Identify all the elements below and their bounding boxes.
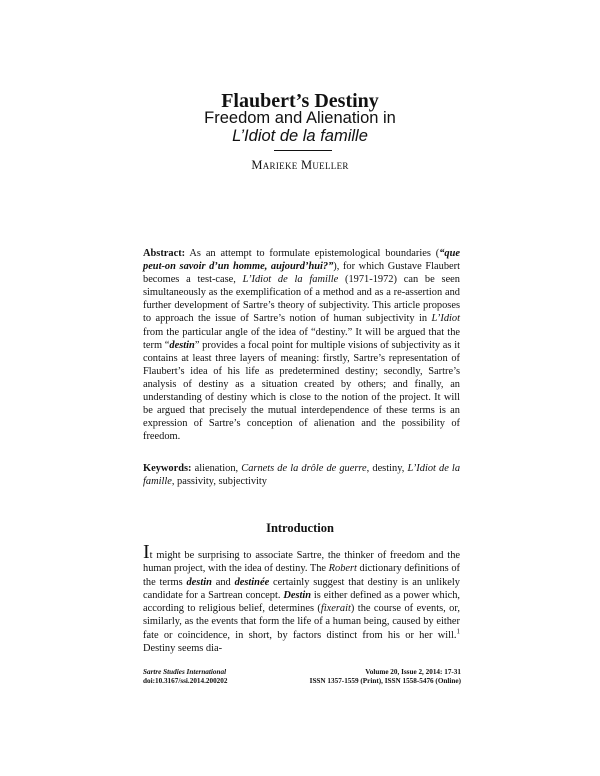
keyword-work: L’Idiot de la famille bbox=[143, 463, 461, 488]
abstract-text: from the particular angle of the idea of “destiny.” It will be argued that the term “ bbox=[143, 326, 460, 351]
article-title: Flaubert’s Destiny bbox=[221, 90, 379, 112]
keywords-paragraph bbox=[143, 462, 460, 488]
abstract-work-title-short: L’Idiot bbox=[431, 313, 460, 325]
article-subtitle: Freedom and Alienation in bbox=[204, 109, 396, 127]
abstract-text: (1971-1972) can be seen simultaneously as the exemplification of a method and as a re-assertion and further development of Sartre’s theory of subjectivity. This article proposes to approach the issue of Sartre’s notion of human subjectivity in bbox=[143, 274, 460, 325]
introduction-paragraph bbox=[143, 541, 461, 655]
abstract-text: As an attempt to formulate epistemological boundaries ( bbox=[185, 248, 440, 259]
body-italic: Robert bbox=[328, 563, 357, 575]
section-heading-introduction: Introduction bbox=[266, 521, 334, 535]
body-term: destinée bbox=[234, 576, 270, 588]
footnote-marker[interactable]: 1 bbox=[456, 627, 460, 636]
abstract-term: destin bbox=[169, 339, 195, 351]
issn: ISSN 1357-1559 (Print), ISSN 1558-5476 (Online) bbox=[309, 677, 461, 685]
keywords-text: , destiny, bbox=[366, 463, 408, 474]
abstract-text: ” provides a focal point for multiple visions of subjectivity as it contains at least three layers of meaning: firstly, Sartre’s representation of Flaubert’s idea of his life as predetermined destiny; secondly, Sartre’s analysis of destiny as a situation created by others; and finally, an understanding of destiny which is close to the notion of the project. It will be argued that precisely the mutual interdependence of these terms is an expression of Sartre’s conception of alienation and the possibility of freedom. bbox=[143, 339, 460, 443]
keywords-text: alienation, bbox=[191, 463, 242, 474]
author-name: Marieke Mueller bbox=[251, 158, 349, 172]
footer-left bbox=[143, 668, 227, 686]
keyword-work: Carnets de la drôle de guerre bbox=[241, 463, 367, 474]
body-text: Destiny seems dia- bbox=[143, 643, 223, 655]
abstract-text: ), for which Gustave Flaubert becomes a test-case, bbox=[143, 261, 460, 286]
body-text: certainly suggest that destiny is an unlikely candidate for a Sartrean concept. bbox=[143, 576, 460, 601]
abstract-label: Abstract: bbox=[143, 248, 186, 259]
abstract-work-title: L’Idiot de la famille bbox=[242, 274, 339, 286]
abstract-paragraph bbox=[143, 247, 460, 443]
journal-name: Sartre Studies International bbox=[143, 668, 227, 676]
footer-right bbox=[310, 668, 461, 686]
body-text: is either defined as a power which, according to religious belief, determines ( bbox=[143, 589, 461, 615]
keywords-text: , passivity, subjectivity bbox=[171, 476, 268, 488]
body-italic: fixerait bbox=[320, 603, 351, 615]
body-text: ) the course of events, or, similarly, as the events that form the life of a human being, caused by either fate or coincidence, in short, by factors distinct from his or her will. bbox=[143, 603, 460, 641]
title-divider bbox=[274, 150, 332, 151]
body-term: Destin bbox=[283, 589, 312, 601]
body-text: and bbox=[211, 576, 235, 588]
body-text: dictionary definitions of the terms bbox=[143, 563, 460, 588]
doi: doi:10.3167/ssi.2014.200202 bbox=[143, 677, 228, 685]
body-text: t might be surprising to associate Sartre, the thinker of freedom and the human project, with the idea of destiny. The bbox=[143, 550, 460, 575]
volume-info: Volume 20, Issue 2, 2014: 17-31 bbox=[365, 668, 461, 676]
body-term: destin bbox=[186, 576, 212, 588]
abstract-quote: “que peut-on savoir d’un homme, aujourd’hui?” bbox=[143, 248, 460, 273]
keywords-label: Keywords: bbox=[143, 463, 192, 474]
drop-cap: I bbox=[143, 541, 150, 563]
article-subtitle-italic: L’Idiot de la famille bbox=[232, 127, 368, 145]
